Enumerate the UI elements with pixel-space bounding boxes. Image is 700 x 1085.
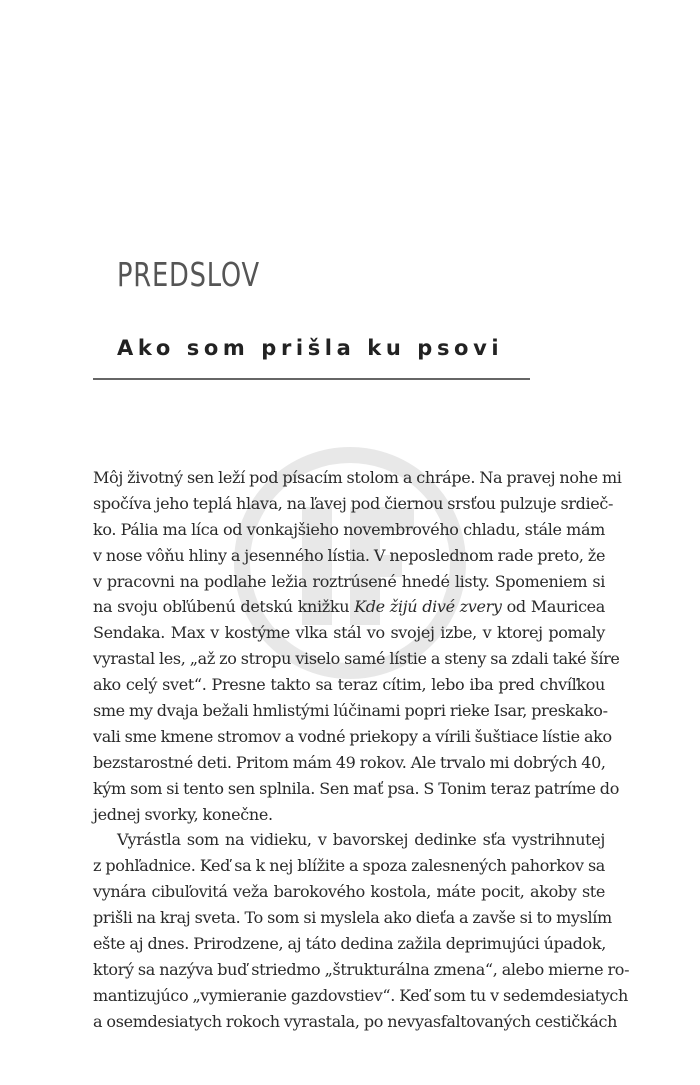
book-title-italic: Kde žijú divé zvery xyxy=(354,597,502,617)
text-run: ešte aj dnes. Prirodzene, aj táto dedina zažila deprimujúci úpadok, xyxy=(93,934,606,954)
text-run: vynára cibuľovitá veža barokového kostola, máte pocit, akoby ste xyxy=(93,882,605,902)
text-run: Sendaka. Max v kostýme vlka stál vo svojej izbe, v ktorej pomaly xyxy=(93,623,605,643)
text-line xyxy=(93,698,608,724)
text-run: Vyrástla som na vidieku, v bavorskej dedinke sťa vystrihnutej xyxy=(117,830,605,850)
chapter-title: Ako som prišla ku psovi xyxy=(117,336,504,360)
text-line xyxy=(93,983,628,1009)
text-line xyxy=(93,594,605,620)
text-line xyxy=(93,569,605,595)
text-line xyxy=(93,465,622,491)
text-line xyxy=(93,776,619,802)
text-line xyxy=(93,750,605,776)
text-run: ako celý svet“. Presne takto sa teraz cítim, lebo iba pred chvíľkou xyxy=(93,675,605,695)
text-run: v pracovni na podlahe ležia roztrúsené hnedé listy. Spomeniem si xyxy=(93,571,605,591)
text-run: bezstarostné deti. Pritom mám 49 rokov. Ale trvalo mi dobrých 40, xyxy=(93,752,606,772)
text-line xyxy=(93,672,605,698)
text-run: mantizujúco „vymieranie gazdovstiev“. Keď som tu v sedemdesiatych xyxy=(93,985,628,1005)
text-run: ktorý sa nazýva buď striedmo „štrukturálna zmena“, alebo mierne ro- xyxy=(93,959,630,979)
text-run: ko. Pália ma líca od vonkajšieho novembrového chladu, stále mám xyxy=(93,519,605,539)
text-line xyxy=(93,543,605,569)
text-line xyxy=(93,491,614,517)
text-line xyxy=(93,905,612,931)
text-run: a osemdesiatych rokoch vyrastala, po nevyasfaltovaných cestičkách xyxy=(93,1011,618,1031)
text-run: vyrastal les, „až zo stropu viselo samé lístie a steny sa zdali také šíre xyxy=(93,649,620,669)
text-line xyxy=(93,879,605,905)
title-divider xyxy=(93,378,530,380)
text-run: prišli na kraj sveta. To som si myslela ako dieťa a zavše si to myslím xyxy=(93,908,612,928)
body-text xyxy=(93,465,630,1035)
text-run: Môj životný sen leží pod písacím stolom a chrápe. Na pravej nohe mi xyxy=(93,468,622,487)
text-line xyxy=(93,724,612,750)
text-line xyxy=(93,1009,618,1035)
text-run: v nose vôňu hliny a jesenného lístia. V neposlednom rade preto, že xyxy=(93,545,606,565)
paragraph xyxy=(93,827,630,1034)
text-run: spočíva jeho teplá hlava, na ľavej pod čiernou srsťou pulzuje srdieč- xyxy=(93,493,614,513)
text-run: vali sme kmene stromov a vodné priekopy a vírili šuštiace lístie ako xyxy=(93,726,612,746)
paragraph xyxy=(93,465,622,827)
text-line xyxy=(93,957,630,983)
text-line xyxy=(93,853,605,879)
text-line xyxy=(93,802,605,828)
chapter-label: PREDSLOV xyxy=(117,255,260,294)
text-line xyxy=(93,517,605,543)
text-run: z pohľadnice. Keď sa k nej blížite a spoza zalesnených pahorkov sa xyxy=(93,856,605,876)
text-run: od Mauricea xyxy=(501,597,605,617)
text-run: sme my dvaja bežali hmlistými lúčinami popri rieke Isar, preskako- xyxy=(93,701,608,721)
text-line xyxy=(93,827,605,853)
text-line xyxy=(93,646,620,672)
text-run: na svoju obľúbenú detskú knižku xyxy=(93,597,355,617)
text-line xyxy=(93,931,605,957)
text-run: jednej svorky, konečne. xyxy=(93,804,273,824)
text-line xyxy=(93,620,605,646)
text-run: kým som si tento sen splnila. Sen mať psa. S Tonim teraz patríme do xyxy=(93,778,619,798)
